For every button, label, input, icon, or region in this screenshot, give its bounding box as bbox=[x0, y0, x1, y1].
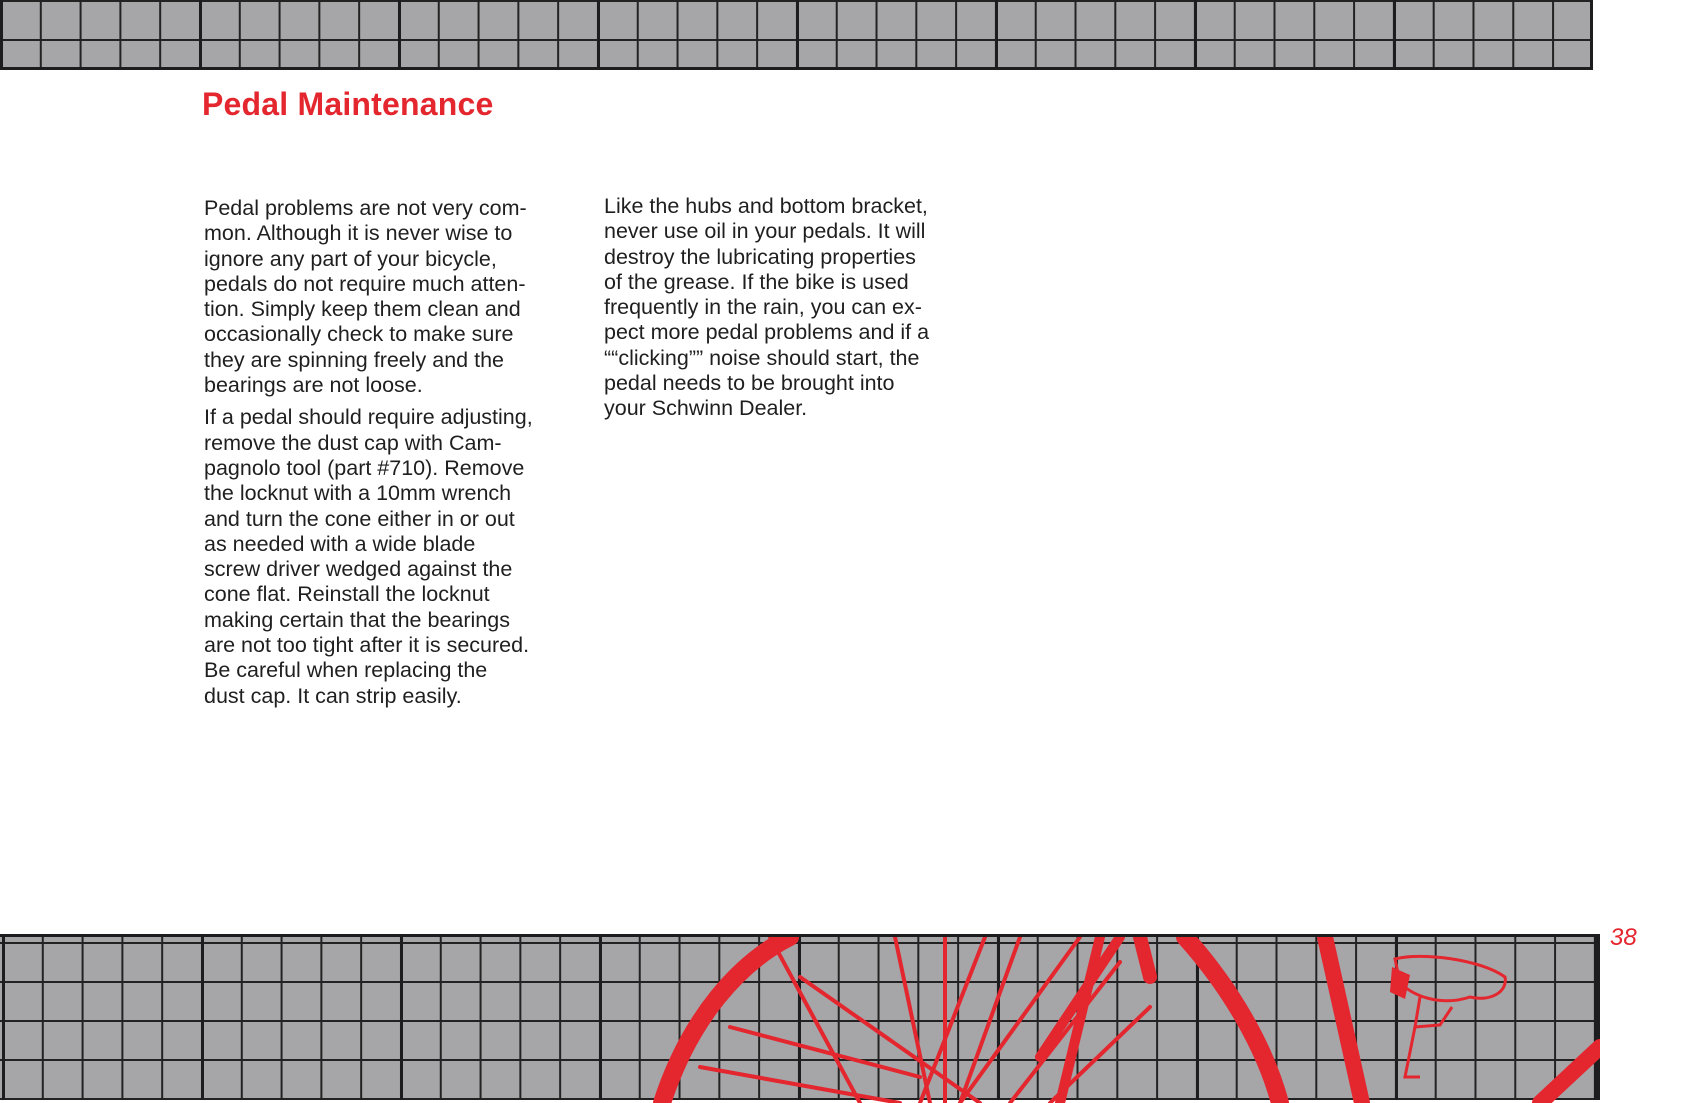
top-grid-band bbox=[0, 0, 1593, 70]
paragraph-pedal-adjusting: If a pedal should require adjusting, remove the dust cap with Cam- pagnolo tool (part #710). Remove the locknut with a 10mm wrench and turn the cone either in or out as needed with a wide blade screw driver wedged against the cone flat. Reinstall the locknut making certain that the bearings are not too tight after it is secured. Be careful when replacing the dust cap. It can strip easily. bbox=[204, 405, 533, 708]
paragraph-no-oil: Like the hubs and bottom bracket, never use oil in your pedals. It will destroy the lubricating properties of the grease. If the bike is used frequently in the rain, you can ex- pect more pedal problems and if a ““clicking”” noise should start, the pedal needs to be brought into your Schwinn Dealer. bbox=[604, 194, 930, 421]
seat-tube bbox=[1325, 937, 1362, 1103]
paragraph-pedal-problems: Pedal problems are not very com- mon. Although it is never wise to ignore any part of your bicycle, pedals do not require much atten- tion. Simply keep them clean and occasionally check to make sure they are spinning freely and the bearings are not loose. bbox=[204, 196, 527, 398]
page-title: Pedal Maintenance bbox=[202, 86, 494, 122]
right-text-column bbox=[604, 194, 974, 429]
wheel-rim-right bbox=[1185, 937, 1280, 1103]
left-text-column bbox=[204, 196, 574, 716]
bicycle-wheel-illustration bbox=[0, 937, 1600, 1103]
seat-clamp bbox=[1390, 967, 1410, 999]
chainstay bbox=[1540, 1047, 1600, 1103]
bicycle-seat bbox=[1395, 956, 1505, 1077]
page-number: 38 bbox=[1610, 924, 1637, 951]
frame-tube bbox=[1140, 937, 1150, 977]
bottom-grid-band bbox=[0, 934, 1600, 1100]
